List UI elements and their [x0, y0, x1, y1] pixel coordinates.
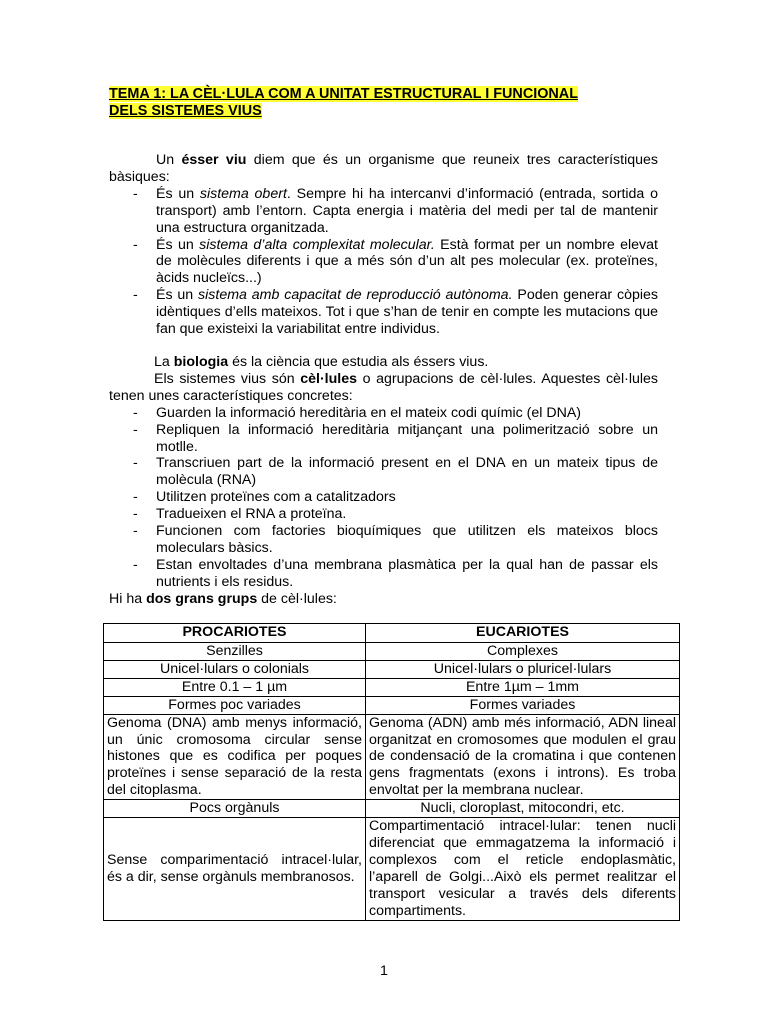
table-cell: Entre 0.1 – 1 µm [104, 678, 366, 696]
intro-paragraph: Un ésser viu diem que és un organisme que reuneix tres característiques bàsiques: [109, 152, 659, 185]
table-cell: Unicel·lulars o colonials [104, 660, 366, 678]
table-cell: Compartimentació intracel·lular: tenen nucli diferenciat que emmagatzema la informació i complexos com el reticle endoplasmàtic, l’aparell de Golgi...Això els permet realitzar el transport vesicular a través dels diferents compartiments. [366, 818, 680, 920]
table-row [104, 660, 680, 678]
list-item: - És un sistema obert. Sempre hi ha intercanvi d’informació (entrada, sortida o transport) amb l’entorn. Capta energia i matèria del medi per tal de mantenir una estructura organitzada. [133, 185, 658, 236]
table-cell: Formes poc variades [104, 696, 366, 714]
page-title [109, 86, 658, 120]
cells-section [109, 354, 658, 608]
list-item: - Utilitzen proteïnes com a catalitzadors [133, 489, 396, 506]
header-eucariotes: EUCARIOTES [366, 624, 680, 643]
table-row [104, 643, 680, 661]
table-row [104, 696, 680, 714]
table-cell: Nucli, cloroplast, mitocondri, etc. [366, 800, 680, 818]
list-item: - Estan envoltades d’una membrana plasmàtica per la qual han de passar els nutrients i els residus. [133, 556, 658, 590]
table-row [104, 714, 680, 800]
list-item: - És un sistema d’alta complexitat molecular. Està format per un nombre elevat de molècules diferents i que a més són d’un alt pes molecular (ex. proteïnes, àcids nucleïcs...) [133, 236, 658, 287]
table-cell: Complexes [366, 643, 680, 661]
title-line-1: TEMA 1: LA CÈL·LULA COM A UNITAT ESTRUCTURAL I FUNCIONAL [109, 86, 578, 102]
title-line-2: DELS SISTEMES VIUS [109, 103, 262, 119]
cell-features-list [109, 405, 658, 591]
table-row [104, 818, 680, 920]
table-cell: Pocs orgànuls [104, 800, 366, 818]
list-item: - Guarden la informació hereditària en el mateix codi químic (el DNA) [133, 404, 582, 421]
table-cell: Sense comparimentació intracel·lular, és a dir, sense orgànuls membranosos. [104, 818, 366, 920]
page-number: 1 [380, 963, 388, 979]
table-row [104, 678, 680, 696]
table-cell: Entre 1µm – 1mm [366, 678, 680, 696]
groups-paragraph: Hi ha dos grans grups de cèl·lules: [109, 590, 337, 607]
header-procariotes: PROCARIOTES [104, 624, 366, 643]
biology-paragraph: La biologia és la ciència que estudia als éssers vius. [154, 354, 489, 370]
table-header-row [104, 624, 680, 643]
table-cell: Genoma (ADN) amb més informació, ADN lineal organitzat en cromosomes que modulen el grau de condensació de la cromatina i que contenen gens fragmentats (exons i introns). Es troba envoltat per la membrana nuclear. [366, 714, 680, 800]
table-row [104, 800, 680, 818]
characteristics-list [109, 186, 658, 338]
list-item: - És un sistema amb capacitat de reproducció autònoma. Poden generar còpies idèntiques d’ells mateixos. Tot i que s’han de tenir en compte les mutacions que fan que existeixi la variabilitat entre individus. [133, 287, 658, 338]
table-cell: Formes variades [366, 696, 680, 714]
intro-section [109, 152, 658, 338]
list-item: - Transcriuen part de la informació present en el DNA en un mateix tipus de molècula (RNA) [133, 455, 658, 489]
table-cell: Senzilles [104, 643, 366, 661]
list-item: - Tradueixen el RNA a proteïna. [133, 506, 347, 523]
table-cell: Genoma (DNA) amb menys informació, un únic cromosoma circular sense histones que es codifica per poques proteïnes i sense separació de la resta del citoplasma. [104, 714, 366, 800]
list-item: - Funcionen com factories bioquímiques que utilitzen els mateixos blocs moleculars bàsics. [133, 523, 658, 556]
table-cell: Unicel·lulars o pluricel·lulars [366, 660, 680, 678]
list-item: - Repliquen la informació hereditària mitjançant una polimerització sobre un motlle. [133, 421, 658, 455]
comparison-table [103, 623, 680, 921]
systems-paragraph: Els sistemes vius són cèl·lules o agrupacions de cèl·lules. Aquestes cèl·lules tenen unes característiques concretes: [109, 370, 658, 404]
